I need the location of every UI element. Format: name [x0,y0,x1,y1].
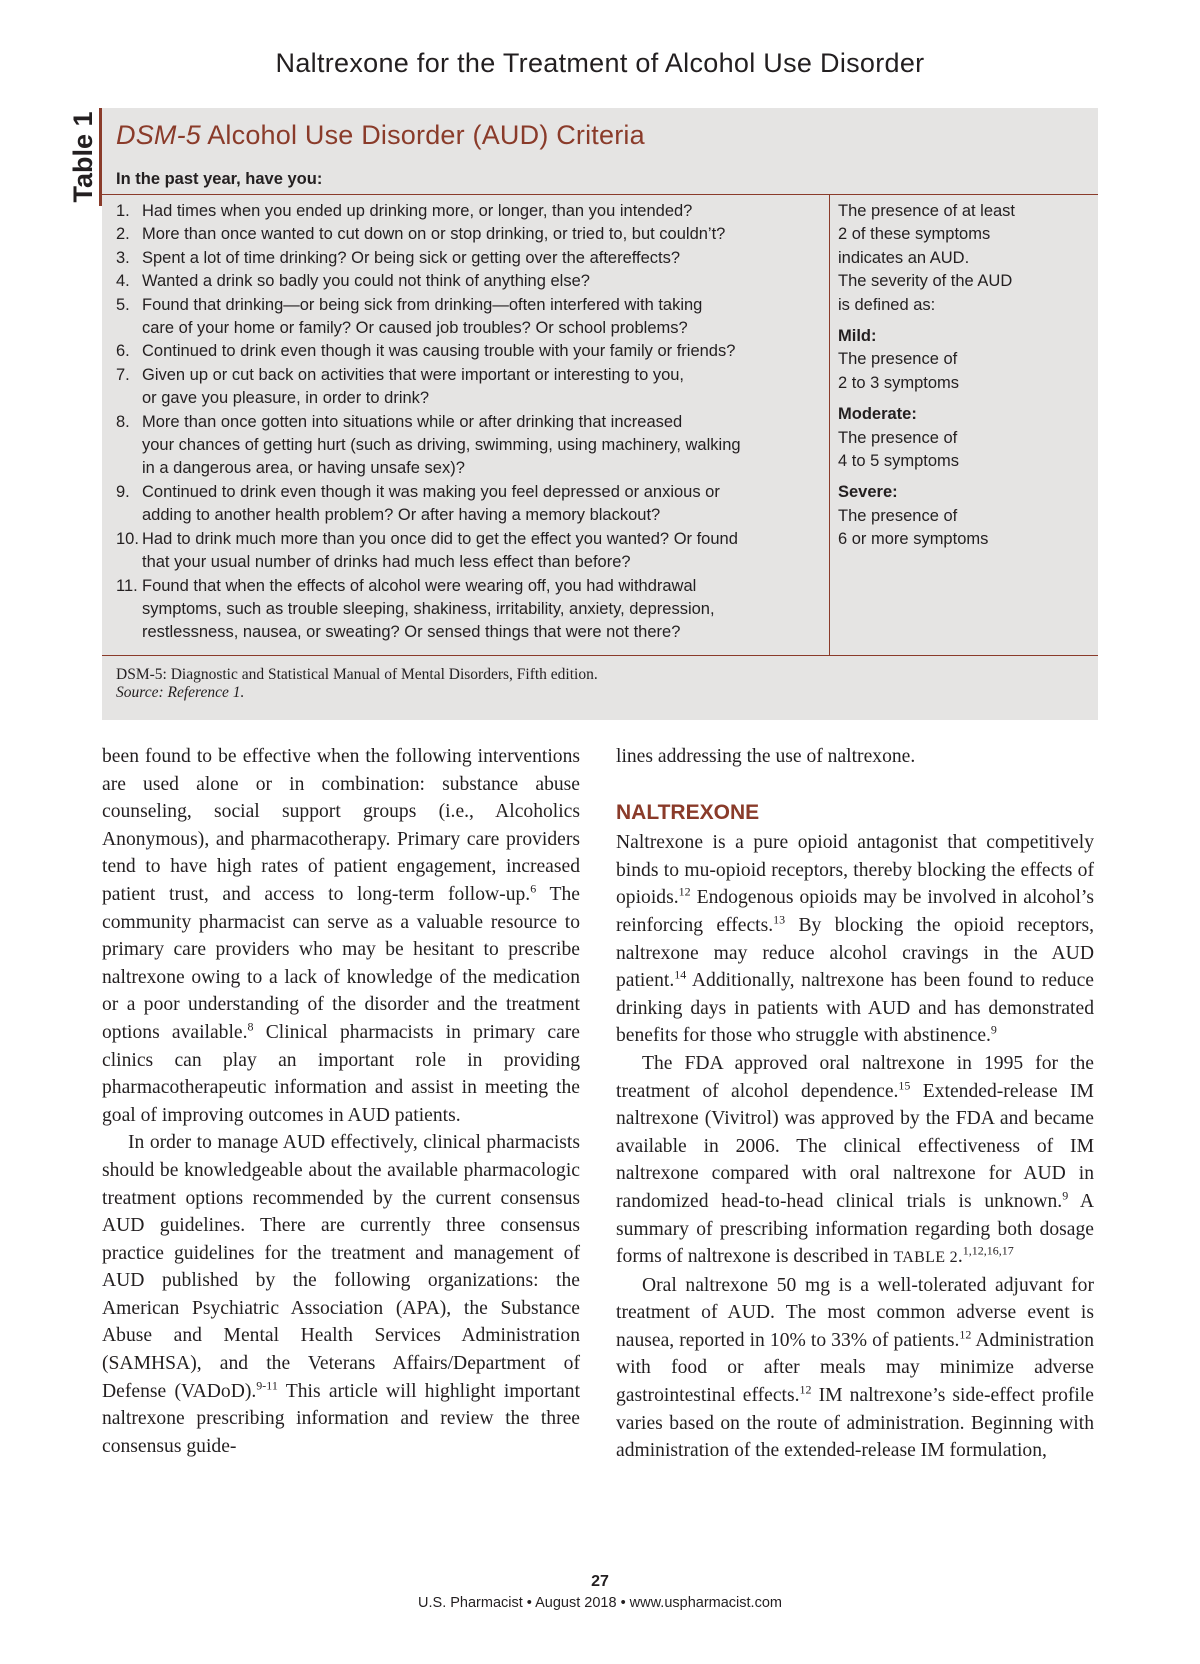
table-title [116,120,645,151]
table-label: Table 1 [68,111,98,203]
severity-panel [838,200,1088,552]
table-rule-bottom [102,655,1098,656]
severity-level-label: Mild: [838,327,877,346]
severity-intro-line: 2 of these symptoms [838,225,991,244]
footnote-source: Source: Reference 1. [116,684,245,701]
severity-level-text: The presence of [838,350,958,369]
criterion-item [116,200,826,223]
criterion-item [116,223,826,246]
criterion-item [116,340,826,363]
criterion-item [116,364,826,411]
criteria-list [116,200,826,645]
table-title-dsm: DSM-5 [116,120,202,150]
severity-level-text: 6 or more symptoms [838,530,989,549]
page-footer: U.S. Pharmacist • August 2018 • www.uspharmacist.com [418,1595,782,1611]
criterion-number: 10. [116,529,139,548]
severity-level-text: The presence of [838,506,958,525]
paragraph: The FDA approved oral naltrexone in 1995 for the treatment of alcohol dependence.$^{15}$ Extended-release IM naltrexone (Vivitrol) was approved by the FDA and became available in 2006. The clinical effectiveness of IM naltrexone compared with oral naltrexone for AUD in randomized head-to-head clinical trials is unknown.$^9$ A summary of prescribing information regarding both dosage forms of naltrexone is described in TABLE 2.$^{1,12,16,17}$ [616,1052,1094,1268]
paragraph: Oral naltrexone 50 mg is a well-tolerated adjuvant for treatment of AUD. The most common adverse event is nausea, reported in 10% to 33% of patients.$^{12}$ Administration with food or after meals may minimize adverse gastrointestinal effects.$^{12}$ IM naltrexone’s side-effect profile varies based on the route of administration. Beginning with administration of the extended-release IM formulation, [616,1274,1094,1462]
severity-intro-line: The presence of at least [838,202,1016,220]
criterion-text: care of your home or family? Or caused job troubles? Or school problems? [142,319,688,338]
criterion-item [116,575,826,645]
severity-level-text: 4 to 5 symptoms [838,452,960,471]
table-reference: TABLE 2 [893,1249,958,1267]
criterion-text: Given up or cut back on activities that were important or interesting to you, [142,365,685,384]
criterion-text: in a dangerous area, or having unsafe sex)? [142,459,465,478]
right-column [616,743,1094,1465]
criterion-number: 1. [116,202,130,220]
criterion-number: 11. [116,576,138,595]
criterion-text: More than once gotten into situations while or after drinking that increased [142,412,683,431]
criterion-text: Spent a lot of time drinking? Or being sick or getting over the aftereffects? [142,248,681,267]
criterion-text: that your usual number of drinks had much less effect than before? [142,553,631,572]
criterion-item [116,270,826,293]
footnote-dsm: DSM-5: Diagnostic and Statistical Manual of Mental Disorders, Fifth edition. [116,666,598,683]
paragraph: Naltrexone is a pure opioid antagonist that competitively binds to mu-opioid receptors, thereby blocking the effects of opioids.$^{12}$ Endogenous opioids may be involved in alcohol’s reinforcing effects.$^{13}$ By blocking the opioid receptors, naltrexone may reduce alcohol cravings in the AUD patient.$^{14}$ Additionally, naltrexone has been found to reduce drinking days in patients with AUD and has demonstrated benefits for those who struggle with abstinence.$^9$ [616,832,1094,1047]
criterion-text: your chances of getting hurt (such as driving, swimming, using machinery, walking [142,436,741,455]
severity-intro-line: indicates an AUD. [838,248,970,267]
criterion-text: adding to another health problem? Or after having a memory blackout? [142,506,661,525]
table-tab [66,108,100,206]
criterion-text: restlessness, nausea, or sweating? Or sensed things that were not there? [142,623,681,642]
paragraph: been found to be effective when the following interventions are used alone or in combination: substance abuse counseling, social support groups (i.e., Alcoholics Anonymous), and pharmacotherapy. Primary care providers tend to have high rates of patient engagement, increased patient trust, and access to long-term follow-up.$^6$ The community pharmacist can serve as a valuable resource to primary care providers who may be hesitant to prescribe naltrexone owing to a lack of knowledge of the medication or a poor understanding of the disorder and the treatment options available.$^8$ Clinical pharmacists in primary care clinics can play an important role in providing pharmacotherapeutic information and assist in meeting the goal of improving outcomes in AUD patients. [102,746,580,1126]
criterion-text: Continued to drink even though it was causing trouble with your family or friends? [142,342,736,361]
left-column [102,743,580,1460]
table-subtitle: In the past year, have you: [116,170,323,188]
criterion-number: 6. [116,342,130,361]
criterion-number: 7. [116,365,130,384]
criterion-item [116,294,826,341]
criterion-number: 8. [116,412,130,431]
section-heading: NALTREXONE [616,800,760,824]
severity-level-label: Moderate: [838,405,917,424]
criterion-item [116,481,826,528]
criterion-number: 2. [116,225,130,244]
page-number: 27 [591,1573,609,1590]
severity-level-text: 2 to 3 symptoms [838,373,960,392]
criterion-text: Found that drinking—or being sick from drinking—often interfered with taking [142,295,703,314]
table-column-divider [829,194,830,655]
criterion-number: 3. [116,248,130,267]
running-head: Naltrexone for the Treatment of Alcohol Use Disorder [275,48,925,78]
criterion-item [116,411,826,481]
severity-level-label: Severe: [838,483,898,502]
criterion-text: Found that when the effects of alcohol were wearing off, you had withdrawal [142,576,697,595]
criterion-text: or gave you pleasure, in order to drink? [142,389,430,408]
criterion-text: symptoms, such as trouble sleeping, shakiness, irritability, anxiety, depression, [142,599,715,618]
criterion-text: Wanted a drink so badly you could not think of anything else? [142,272,590,291]
criterion-text: Had times when you ended up drinking more, or longer, than you intended? [142,202,693,220]
table-title-rest: Alcohol Use Disorder (AUD) Criteria [201,120,645,150]
criterion-item [116,247,826,270]
criterion-text: Continued to drink even though it was making you feel depressed or anxious or [142,482,720,501]
criterion-text: Had to drink much more than you once did to get the effect you wanted? Or found [142,529,738,548]
criterion-number: 5. [116,295,130,314]
severity-level-text: The presence of [838,428,958,447]
criteria-table [102,108,1098,720]
severity-intro-line: is defined as: [838,295,936,314]
severity-intro-line: The severity of the AUD [838,272,1013,291]
table-rule-top [102,194,1098,195]
criterion-text: More than once wanted to cut down on or stop drinking, or tried to, but couldn’t? [142,225,726,244]
criterion-number: 9. [116,482,130,501]
paragraph: lines addressing the use of naltrexone. [616,746,916,767]
criterion-item [116,528,826,575]
table-footnote [116,666,598,702]
criterion-number: 4. [116,272,130,291]
paragraph: In order to manage AUD effectively, clinical pharmacists should be knowledgeable about the available pharmacologic treatment options recommended by the current consensus AUD guidelines. There are currently three consensus practice guidelines for the treatment and management of AUD published by the following organizations: the American Psychiatric Association (APA), the Substance Abuse and Mental Health Services Administration (SAMHSA), and the Veterans Affairs/Department of Defense (VADoD).$^{9-11}$ This article will highlight important naltrexone prescribing information and review the three consensus guide- [102,1132,581,1457]
